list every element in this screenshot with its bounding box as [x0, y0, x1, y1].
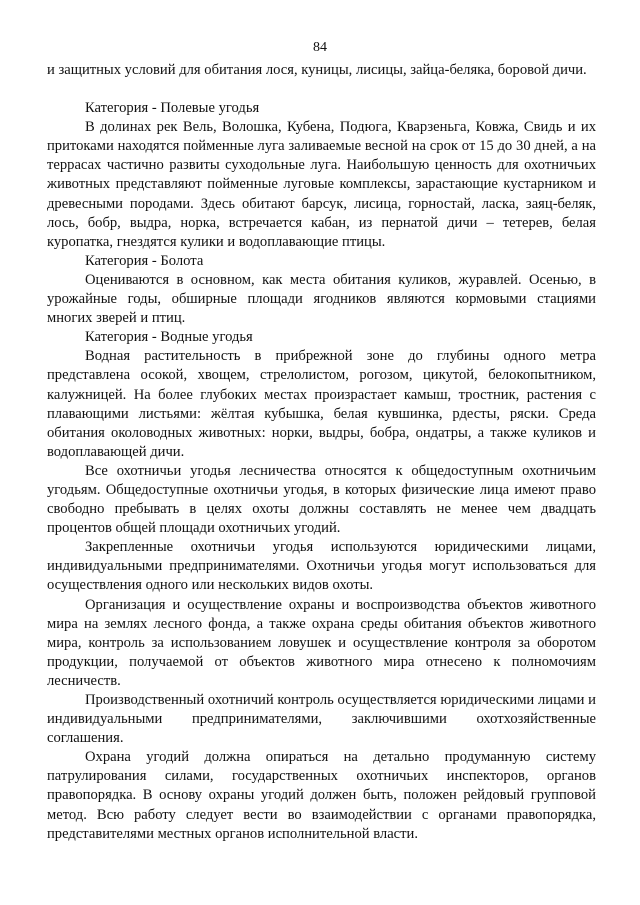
- blank-line: [47, 80, 596, 99]
- paragraph-swamps: Оцениваются в основном, как места обитания куликов, журавлей. Осенью, в урожайные годы, обширные площади ягодников являются кормовыми стациями многих зверей и птиц.: [47, 271, 596, 327]
- document-body: [47, 61, 596, 844]
- paragraph-assigned-hunting: Закрепленные охотничьи угодья используются юридическими лицами, индивидуальными предпринимателями. Охотничьи угодья могут использоваться для осуществления одного или нескольких видов охоты.: [47, 539, 596, 594]
- heading-field-lands: Категория - Полевые угодья: [85, 100, 260, 117]
- paragraph-land-protection: Охрана угодий должна опираться на детально продуманную систему патрулирования силами, государственных охотничьих инспекторов, органов правопорядка. В основу охраны угодий должен быть, положен рейдовый групповой метод. Всю работу следует вести во взаимодействии с органами правопорядка, представителями местных органов исполнительной власти.: [47, 749, 596, 842]
- heading-water-lands: Категория - Водные угодья: [85, 329, 253, 346]
- paragraph-protection-organization: Организация и осуществление охраны и воспроизводства объектов животного мира на землях лесного фонда, а также охрана среды обитания объектов животного мира, контроль за использованием ловушек и осуществление контроля за оборотом продукции, получаемой от объектов животного мира отнесено к полномочиям лесничеств.: [47, 596, 596, 689]
- paragraph-continuation: и защитных условий для обитания лося, куницы, лисицы, зайца-беляка, боровой дичи.: [47, 62, 587, 78]
- paragraph-public-hunting: Все охотничьи угодья лесничества относятся к общедоступным охотничьим угодьям. Общедоступные охотничьи угодья, в которых физические лица имеют право свободно пребывать в целях охоты должны составлять не менее чем двадцать процентов общей площади охотничьих угодий.: [47, 462, 596, 537]
- paragraph-field-lands: В долинах рек Вель, Волошка, Кубена, Подюга, Кварзеньга, Ковжа, Свидь и их притоками находятся пойменные луга заливаемые весной на срок от 15 до 30 дней, а на террасах частично развиты суходольные луга. Наибольшую ценность для охотничьих животных представляют пойменные луговые комплексы, зарастающие кустарником и древесными породами. Здесь обитают барсук, лисица, горностай, ласка, заяц-беляк, лось, бобр, выдра, норка, встречается кабан, из пернатой дичи – тетерев, белая куропатка, гнездятся кулики и водоплавающие птицы.: [47, 119, 596, 250]
- page-number: 84: [313, 40, 327, 55]
- paragraph-production-control: Производственный охотничий контроль осуществляется юридическими лицами и индивидуальными предпринимателями, заключившими охотхозяйственные соглашения.: [47, 692, 596, 747]
- paragraph-water-vegetation: Водная растительность в прибрежной зоне до глубины одного метра представлена осокой, хвощем, стрелолистом, рогозом, цикутой, белокопытником, калужницей. На более глубоких местах произрастает камыш, тростник, растения с плавающими листьями: жёлтая кубышка, белая кувшинка, рдесты, ряски. Среда обитания околоводных животных: норки, выдры, бобра, ондатры, а также куликов и водоплавающей дичи.: [47, 348, 596, 460]
- heading-swamps: Категория - Болота: [85, 252, 204, 269]
